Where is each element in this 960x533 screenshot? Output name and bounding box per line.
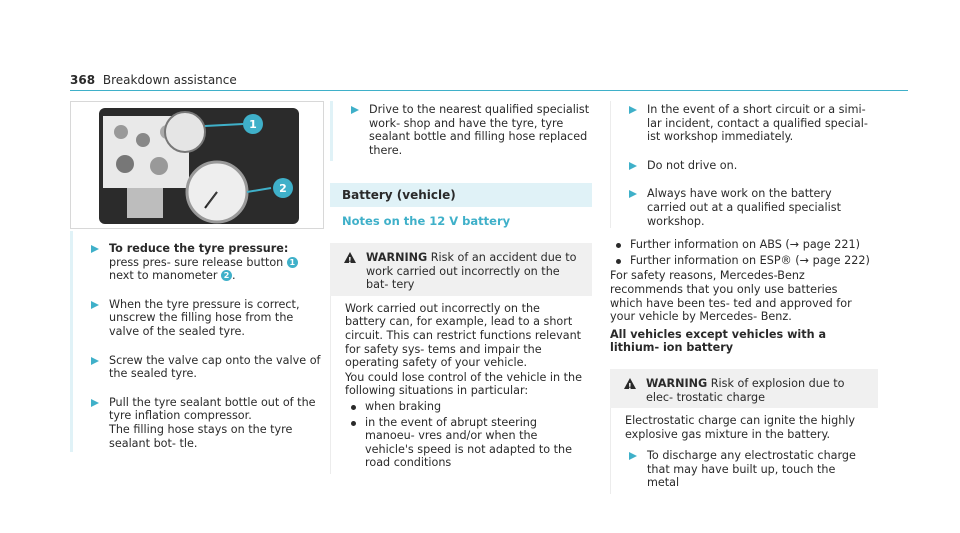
warning-paragraph: You could lose control of the vehicle in the following situations in particular: xyxy=(345,370,583,398)
step-list xyxy=(330,101,592,161)
bullet-text: in the event of abrupt steering manoeu- vres and/or when the vehicle's speed is not adapted to the road conditions xyxy=(365,415,573,470)
step-pull-bottle xyxy=(73,396,324,450)
step-text: . xyxy=(232,269,236,283)
arrow-icon xyxy=(91,245,99,253)
arrow-icon xyxy=(91,301,99,309)
step-reduce-pressure xyxy=(73,242,324,283)
subheading: All vehicles except vehicles with a lithium- ion battery xyxy=(610,327,826,355)
warning-icon xyxy=(624,378,636,389)
warning-box xyxy=(610,369,878,408)
step-discharge xyxy=(625,449,870,490)
warning-continuation xyxy=(610,101,878,228)
column-3 xyxy=(610,101,878,494)
step-do-not-drive xyxy=(611,159,878,173)
step-workshop xyxy=(611,187,878,228)
warning-body xyxy=(330,296,592,474)
warning-paragraph: Electrostatic charge can ignite the highly explosive gas mixture in the battery. xyxy=(625,414,856,441)
step-text: Always have work on the battery carried out at a qualified specialist workshop. xyxy=(647,187,841,228)
callout-1: 1 xyxy=(249,118,257,131)
warning-box xyxy=(330,243,592,296)
list-item xyxy=(610,254,878,268)
step-unscrew xyxy=(73,298,324,339)
warning-body xyxy=(610,408,878,494)
section-title: Battery (vehicle) xyxy=(330,183,592,207)
bullet-text: Further information on ESP® (→ page 222) xyxy=(630,253,870,267)
step-text: next to manometer xyxy=(109,269,218,283)
warning-text: Risk of explosion due to elec- trostatic charge xyxy=(646,376,845,404)
step-text: To discharge any electrostatic charge that may have built up, touch the metal xyxy=(647,449,856,490)
header-rule xyxy=(70,90,908,91)
step-text: Do not drive on. xyxy=(647,158,738,172)
subsection-title: Notes on the 12 V battery xyxy=(342,214,511,229)
arrow-icon xyxy=(91,357,99,365)
step-text: The filling hose stays on the tyre sealant bot- tle. xyxy=(109,422,293,450)
list-item xyxy=(345,400,584,414)
arrow-icon xyxy=(351,106,359,114)
step-text: Screw the valve cap onto the valve of the sealed tyre. xyxy=(109,353,321,381)
list-item xyxy=(345,416,584,470)
list-item xyxy=(610,238,878,252)
bullet-icon xyxy=(616,259,621,264)
bullet-text: Further information on ABS (→ page 221) xyxy=(630,238,860,252)
arrow-icon xyxy=(629,162,637,170)
section-name: Breakdown assistance xyxy=(102,73,237,87)
step-text: In the event of a short circuit or a simi- lar incident, contact a qualified special- ist workshop immediately. xyxy=(647,103,868,144)
bullet-icon xyxy=(616,243,621,248)
paragraph: For safety reasons, Mercedes-Benz recommends that you only use batteries which have been tes- ted and approved for your vehicle by Mercedes- Benz. xyxy=(610,269,852,324)
step-drive-workshop xyxy=(333,103,592,157)
compressor-illustration xyxy=(71,102,323,228)
step-text: Pull the tyre sealant bottle out of the tyre inflation compressor. xyxy=(109,395,316,423)
arrow-icon xyxy=(91,399,99,407)
marker-2-icon: 2 xyxy=(221,270,232,281)
bullet-icon xyxy=(351,421,356,426)
column-1 xyxy=(70,101,324,452)
bullet-icon xyxy=(351,405,356,410)
page-header xyxy=(70,73,237,87)
warning-paragraph: Work carried out incorrectly on the battery can, for example, lead to a short circuit. This can restrict functions relevant for safety sys- tems and impair the operating safety of your vehicle. xyxy=(345,301,582,370)
step-bold: To reduce the tyre pressure: xyxy=(109,242,289,255)
arrow-icon xyxy=(629,190,637,198)
compressor-figure xyxy=(70,101,324,229)
column-2 xyxy=(330,101,592,474)
marker-1-icon: 1 xyxy=(287,257,298,268)
arrow-icon xyxy=(629,452,637,460)
callout-2: 2 xyxy=(279,182,287,195)
step-text: press pres- sure release button xyxy=(109,255,284,269)
warning-text: Risk of an accident due to work carried out incorrectly on the bat- tery xyxy=(366,250,577,292)
step-list xyxy=(70,231,324,452)
step-text: When the tyre pressure is correct, unscrew the filling hose from the valve of the sealed tyre. xyxy=(109,297,300,338)
page-number: 368 xyxy=(70,73,96,87)
warning-label: WARNING xyxy=(646,376,708,390)
warning-icon xyxy=(344,252,356,263)
step-short-circuit xyxy=(611,103,878,144)
bullet-text: when braking xyxy=(365,399,442,413)
step-text: Drive to the nearest qualified specialist work- shop and have the tyre, tyre sealant bottle and filling hose replaced there. xyxy=(369,103,590,157)
warning-label: WARNING xyxy=(366,250,428,264)
arrow-icon xyxy=(629,106,637,114)
step-screw-cap xyxy=(73,354,324,381)
